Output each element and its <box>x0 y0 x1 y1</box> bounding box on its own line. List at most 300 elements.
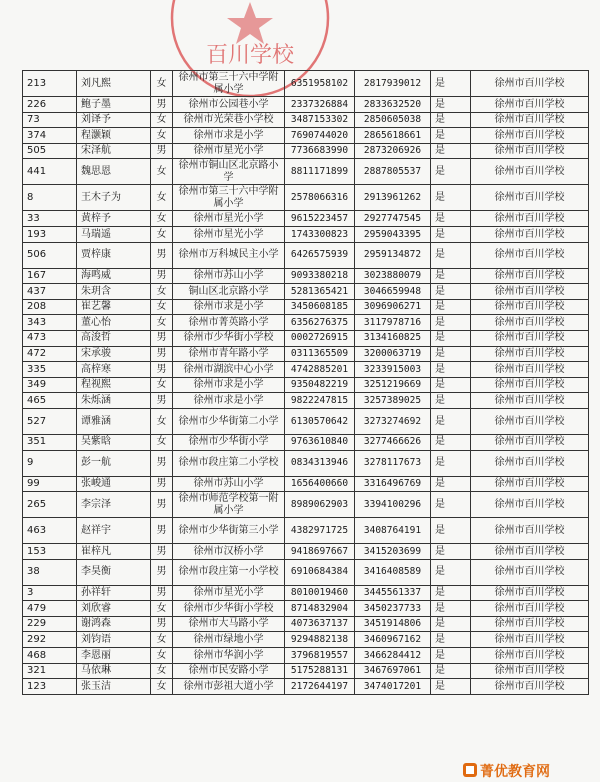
table-row <box>23 346 589 362</box>
cell-target: 徐州市百川学校 <box>471 434 589 450</box>
cell-school: 徐州市星光小学 <box>173 585 285 601</box>
cell-code1: 3450608185 <box>285 299 355 315</box>
cell-id: 335 <box>23 362 77 378</box>
cell-school: 徐州市湖滨中心小学 <box>173 362 285 378</box>
cell-name: 马瑞遥 <box>77 226 151 242</box>
cell-name: 张玉洁 <box>77 679 151 695</box>
cell-id: 167 <box>23 268 77 284</box>
cell-target: 徐州市百川学校 <box>471 601 589 617</box>
cell-code2: 2833632520 <box>355 97 431 113</box>
cell-flag: 是 <box>431 159 471 185</box>
cell-flag: 是 <box>431 434 471 450</box>
table-row <box>23 330 589 346</box>
cell-code2: 3251219669 <box>355 377 431 393</box>
cell-id: 463 <box>23 518 77 544</box>
cell-code1: 4073637137 <box>285 616 355 632</box>
table-row <box>23 299 589 315</box>
cell-code2: 2959043395 <box>355 226 431 242</box>
cell-flag: 是 <box>431 632 471 648</box>
table-row <box>23 362 589 378</box>
cell-code2: 3316496769 <box>355 476 431 492</box>
cell-code1: 6910684384 <box>285 559 355 585</box>
cell-target: 徐州市百川学校 <box>471 330 589 346</box>
cell-code1: 6356276375 <box>285 315 355 331</box>
table-row <box>23 226 589 242</box>
cell-gender: 男 <box>151 143 173 159</box>
cell-flag: 是 <box>431 346 471 362</box>
cell-school: 徐州市大马路小学 <box>173 616 285 632</box>
table-row <box>23 268 589 284</box>
cell-code1: 2337326884 <box>285 97 355 113</box>
cell-code2: 2887805537 <box>355 159 431 185</box>
cell-code2: 3233915003 <box>355 362 431 378</box>
table-row <box>23 679 589 695</box>
cell-gender: 男 <box>151 518 173 544</box>
cell-id: 465 <box>23 393 77 409</box>
cell-target: 徐州市百川学校 <box>471 97 589 113</box>
cell-target: 徐州市百川学校 <box>471 211 589 227</box>
cell-gender: 男 <box>151 362 173 378</box>
cell-code2: 2927747545 <box>355 211 431 227</box>
cell-school: 徐州市星光小学 <box>173 211 285 227</box>
cell-school: 徐州市求是小学 <box>173 377 285 393</box>
cell-code1: 8811171899 <box>285 159 355 185</box>
cell-target: 徐州市百川学校 <box>471 559 589 585</box>
cell-name: 彭一航 <box>77 450 151 476</box>
table-row <box>23 408 589 434</box>
cell-gender: 男 <box>151 330 173 346</box>
cell-code1: 5281365421 <box>285 284 355 300</box>
cell-id: 208 <box>23 299 77 315</box>
cell-gender: 女 <box>151 284 173 300</box>
cell-code2: 3460967162 <box>355 632 431 648</box>
cell-gender: 男 <box>151 450 173 476</box>
cell-school: 徐州市星光小学 <box>173 143 285 159</box>
cell-flag: 是 <box>431 226 471 242</box>
cell-flag: 是 <box>431 330 471 346</box>
cell-target: 徐州市百川学校 <box>471 268 589 284</box>
cell-flag: 是 <box>431 648 471 664</box>
cell-code2: 3096906271 <box>355 299 431 315</box>
cell-id: 468 <box>23 648 77 664</box>
cell-code1: 1743300823 <box>285 226 355 242</box>
cell-school: 徐州市铜山区北京路小学 <box>173 159 285 185</box>
cell-id: 153 <box>23 544 77 560</box>
cell-code2: 2850605038 <box>355 112 431 128</box>
cell-name: 魏思恩 <box>77 159 151 185</box>
cell-name: 董心怡 <box>77 315 151 331</box>
cell-school: 徐州市万科城民主小学 <box>173 242 285 268</box>
cell-flag: 是 <box>431 544 471 560</box>
cell-id: 99 <box>23 476 77 492</box>
cell-name: 刘译予 <box>77 112 151 128</box>
cell-code2: 3200063719 <box>355 346 431 362</box>
cell-name: 宋泽航 <box>77 143 151 159</box>
cell-code1: 0311365509 <box>285 346 355 362</box>
cell-target: 徐州市百川学校 <box>471 518 589 544</box>
cell-id: 343 <box>23 315 77 331</box>
cell-code2: 3117978716 <box>355 315 431 331</box>
cell-school: 徐州市华润小学 <box>173 648 285 664</box>
cell-code2: 2817939012 <box>355 71 431 97</box>
cell-target: 徐州市百川学校 <box>471 616 589 632</box>
cell-code1: 3487153302 <box>285 112 355 128</box>
cell-flag: 是 <box>431 128 471 144</box>
cell-gender: 女 <box>151 601 173 617</box>
cell-target: 徐州市百川学校 <box>471 450 589 476</box>
logo-icon <box>462 762 478 778</box>
cell-flag: 是 <box>431 616 471 632</box>
cell-school: 徐州市段庄第一小学校 <box>173 559 285 585</box>
cell-code2: 3408764191 <box>355 518 431 544</box>
cell-id: 38 <box>23 559 77 585</box>
cell-name: 刘欣睿 <box>77 601 151 617</box>
cell-target: 徐州市百川学校 <box>471 346 589 362</box>
cell-school: 徐州市第三十六中学附属小学 <box>173 185 285 211</box>
table-row <box>23 393 589 409</box>
cell-code2: 3445561337 <box>355 585 431 601</box>
cell-code2: 3466284412 <box>355 648 431 664</box>
cell-code2: 3394100296 <box>355 492 431 518</box>
cell-gender: 女 <box>151 663 173 679</box>
cell-id: 321 <box>23 663 77 679</box>
cell-gender: 男 <box>151 492 173 518</box>
cell-name: 高梓寒 <box>77 362 151 378</box>
table-row <box>23 616 589 632</box>
table-row <box>23 559 589 585</box>
cell-id: 351 <box>23 434 77 450</box>
cell-name: 海鸣威 <box>77 268 151 284</box>
table-row <box>23 143 589 159</box>
cell-gender: 女 <box>151 112 173 128</box>
cell-code2: 3415203699 <box>355 544 431 560</box>
cell-school: 徐州市第三十六中学附属小学 <box>173 71 285 97</box>
cell-flag: 是 <box>431 185 471 211</box>
cell-name: 程视熙 <box>77 377 151 393</box>
table-row <box>23 112 589 128</box>
cell-name: 吴紫晗 <box>77 434 151 450</box>
cell-code2: 2913961262 <box>355 185 431 211</box>
cell-gender: 女 <box>151 377 173 393</box>
cell-target: 徐州市百川学校 <box>471 492 589 518</box>
cell-code2: 2865618661 <box>355 128 431 144</box>
cell-id: 33 <box>23 211 77 227</box>
table-row <box>23 71 589 97</box>
cell-school: 徐州市光荣巷小学校 <box>173 112 285 128</box>
cell-code1: 6130570642 <box>285 408 355 434</box>
cell-id: 292 <box>23 632 77 648</box>
cell-gender: 男 <box>151 616 173 632</box>
cell-code2: 3474017201 <box>355 679 431 695</box>
cell-flag: 是 <box>431 362 471 378</box>
table-row <box>23 97 589 113</box>
table-row <box>23 159 589 185</box>
cell-code1: 4742885201 <box>285 362 355 378</box>
cell-code1: 9294882138 <box>285 632 355 648</box>
cell-target: 徐州市百川学校 <box>471 544 589 560</box>
cell-flag: 是 <box>431 679 471 695</box>
cell-id: 505 <box>23 143 77 159</box>
cell-target: 徐州市百川学校 <box>471 362 589 378</box>
cell-flag: 是 <box>431 211 471 227</box>
cell-school: 徐州市段庄第二小学校 <box>173 450 285 476</box>
cell-target: 徐州市百川学校 <box>471 585 589 601</box>
cell-id: 479 <box>23 601 77 617</box>
cell-school: 徐州市少华街小学 <box>173 434 285 450</box>
cell-flag: 是 <box>431 315 471 331</box>
cell-flag: 是 <box>431 377 471 393</box>
table-row <box>23 434 589 450</box>
cell-school: 徐州市苏山小学 <box>173 268 285 284</box>
cell-name: 李昊衡 <box>77 559 151 585</box>
cell-gender: 男 <box>151 476 173 492</box>
cell-school: 徐州市民安路小学 <box>173 663 285 679</box>
table-row <box>23 284 589 300</box>
cell-name: 黄梓予 <box>77 211 151 227</box>
cell-code2: 3450237733 <box>355 601 431 617</box>
cell-gender: 女 <box>151 315 173 331</box>
table-body <box>23 71 589 695</box>
table-row <box>23 315 589 331</box>
cell-code2: 3273274692 <box>355 408 431 434</box>
cell-flag: 是 <box>431 268 471 284</box>
cell-name: 朱烁涵 <box>77 393 151 409</box>
cell-flag: 是 <box>431 112 471 128</box>
cell-name: 宋承骏 <box>77 346 151 362</box>
cell-code2: 3467697061 <box>355 663 431 679</box>
cell-target: 徐州市百川学校 <box>471 663 589 679</box>
cell-flag: 是 <box>431 242 471 268</box>
cell-target: 徐州市百川学校 <box>471 185 589 211</box>
cell-school: 徐州市求是小学 <box>173 393 285 409</box>
cell-id: 441 <box>23 159 77 185</box>
cell-flag: 是 <box>431 299 471 315</box>
cell-code1: 8989062903 <box>285 492 355 518</box>
cell-target: 徐州市百川学校 <box>471 377 589 393</box>
cell-code2: 3257389025 <box>355 393 431 409</box>
table-row <box>23 601 589 617</box>
cell-name: 王木子为 <box>77 185 151 211</box>
cell-id: 473 <box>23 330 77 346</box>
table-row <box>23 544 589 560</box>
cell-school: 徐州市少华街小学校 <box>173 330 285 346</box>
cell-gender: 女 <box>151 128 173 144</box>
cell-gender: 女 <box>151 434 173 450</box>
cell-id: 73 <box>23 112 77 128</box>
table-row <box>23 663 589 679</box>
cell-id: 265 <box>23 492 77 518</box>
cell-gender: 男 <box>151 346 173 362</box>
cell-school: 徐州市求是小学 <box>173 299 285 315</box>
cell-code1: 9418697667 <box>285 544 355 560</box>
cell-flag: 是 <box>431 518 471 544</box>
cell-code2: 3451914806 <box>355 616 431 632</box>
svg-text:百川学校: 百川学校 <box>205 43 295 68</box>
cell-code1: 9350482219 <box>285 377 355 393</box>
cell-gender: 男 <box>151 393 173 409</box>
cell-target: 徐州市百川学校 <box>471 159 589 185</box>
table-row <box>23 128 589 144</box>
cell-school: 徐州市求是小学 <box>173 128 285 144</box>
cell-school: 徐州市菁英路小学 <box>173 315 285 331</box>
cell-flag: 是 <box>431 585 471 601</box>
cell-target: 徐州市百川学校 <box>471 226 589 242</box>
table-row <box>23 242 589 268</box>
cell-school: 徐州市青年路小学 <box>173 346 285 362</box>
cell-id: 3 <box>23 585 77 601</box>
cell-school: 徐州市绿地小学 <box>173 632 285 648</box>
cell-id: 123 <box>23 679 77 695</box>
cell-name: 孙祥轩 <box>77 585 151 601</box>
cell-flag: 是 <box>431 476 471 492</box>
cell-name: 程灏颖 <box>77 128 151 144</box>
cell-target: 徐州市百川学校 <box>471 242 589 268</box>
cell-flag: 是 <box>431 408 471 434</box>
cell-code1: 4382971725 <box>285 518 355 544</box>
cell-code1: 9615223457 <box>285 211 355 227</box>
cell-id: 193 <box>23 226 77 242</box>
cell-code1: 9822247815 <box>285 393 355 409</box>
cell-school: 徐州市少华街小学校 <box>173 601 285 617</box>
cell-gender: 男 <box>151 97 173 113</box>
cell-code2: 3046659948 <box>355 284 431 300</box>
cell-name: 谭雅涵 <box>77 408 151 434</box>
cell-target: 徐州市百川学校 <box>471 476 589 492</box>
cell-code2: 3278117673 <box>355 450 431 476</box>
cell-flag: 是 <box>431 143 471 159</box>
cell-target: 徐州市百川学校 <box>471 128 589 144</box>
cell-flag: 是 <box>431 492 471 518</box>
cell-code1: 6426575939 <box>285 242 355 268</box>
cell-gender: 女 <box>151 185 173 211</box>
cell-id: 437 <box>23 284 77 300</box>
cell-flag: 是 <box>431 450 471 476</box>
cell-flag: 是 <box>431 97 471 113</box>
cell-target: 徐州市百川学校 <box>471 648 589 664</box>
cell-code1: 8714832904 <box>285 601 355 617</box>
cell-id: 506 <box>23 242 77 268</box>
table-row <box>23 211 589 227</box>
table-row <box>23 476 589 492</box>
cell-code2: 3023880079 <box>355 268 431 284</box>
cell-school: 徐州市苏山小学 <box>173 476 285 492</box>
table-row <box>23 632 589 648</box>
cell-gender: 女 <box>151 632 173 648</box>
cell-target: 徐州市百川学校 <box>471 408 589 434</box>
cell-code1: 3796819557 <box>285 648 355 664</box>
cell-code1: 8010019460 <box>285 585 355 601</box>
cell-flag: 是 <box>431 393 471 409</box>
cell-id: 213 <box>23 71 77 97</box>
cell-code1: 9763610840 <box>285 434 355 450</box>
cell-target: 徐州市百川学校 <box>471 679 589 695</box>
table-row <box>23 377 589 393</box>
logo-text: 菁优教育网 <box>480 764 550 780</box>
cell-name: 高浚哲 <box>77 330 151 346</box>
table-row <box>23 648 589 664</box>
cell-school: 徐州市汉桥小学 <box>173 544 285 560</box>
cell-code2: 3416408589 <box>355 559 431 585</box>
cell-id: 226 <box>23 97 77 113</box>
cell-school: 铜山区北京路小学 <box>173 284 285 300</box>
cell-code1: 7690744020 <box>285 128 355 144</box>
cell-gender: 女 <box>151 211 173 227</box>
table-row <box>23 518 589 544</box>
cell-flag: 是 <box>431 601 471 617</box>
cell-code1: 5175288131 <box>285 663 355 679</box>
cell-gender: 女 <box>151 408 173 434</box>
cell-code1: 7736683990 <box>285 143 355 159</box>
cell-school: 徐州市公园巷小学 <box>173 97 285 113</box>
cell-id: 374 <box>23 128 77 144</box>
cell-code1: 9093380218 <box>285 268 355 284</box>
cell-name: 马依琳 <box>77 663 151 679</box>
cell-gender: 女 <box>151 648 173 664</box>
cell-id: 8 <box>23 185 77 211</box>
cell-flag: 是 <box>431 71 471 97</box>
cell-name: 崔艺馨 <box>77 299 151 315</box>
cell-name: 刘钧语 <box>77 632 151 648</box>
cell-code2: 3134160825 <box>355 330 431 346</box>
cell-code2: 2959134872 <box>355 242 431 268</box>
cell-target: 徐州市百川学校 <box>471 299 589 315</box>
cell-school: 徐州市师范学校第一附属小学 <box>173 492 285 518</box>
cell-id: 472 <box>23 346 77 362</box>
cell-target: 徐州市百川学校 <box>471 143 589 159</box>
cell-gender: 男 <box>151 242 173 268</box>
cell-id: 229 <box>23 616 77 632</box>
cell-gender: 男 <box>151 585 173 601</box>
table-row <box>23 185 589 211</box>
cell-code1: 6351958102 <box>285 71 355 97</box>
cell-code2: 3277466626 <box>355 434 431 450</box>
cell-name: 鲍子墨 <box>77 97 151 113</box>
cell-flag: 是 <box>431 284 471 300</box>
cell-gender: 男 <box>151 544 173 560</box>
cell-gender: 男 <box>151 268 173 284</box>
cell-target: 徐州市百川学校 <box>471 71 589 97</box>
cell-flag: 是 <box>431 559 471 585</box>
cell-target: 徐州市百川学校 <box>471 112 589 128</box>
cell-gender: 女 <box>151 226 173 242</box>
cell-name: 李恩丽 <box>77 648 151 664</box>
cell-id: 527 <box>23 408 77 434</box>
cell-school: 徐州市彭祖大道小学 <box>173 679 285 695</box>
cell-name: 崔梓凡 <box>77 544 151 560</box>
cell-code1: 0834313946 <box>285 450 355 476</box>
cell-gender: 女 <box>151 679 173 695</box>
cell-gender: 女 <box>151 299 173 315</box>
cell-code1: 0002726915 <box>285 330 355 346</box>
cell-code1: 2172644197 <box>285 679 355 695</box>
cell-target: 徐州市百川学校 <box>471 315 589 331</box>
table-row <box>23 492 589 518</box>
cell-name: 谢鸿森 <box>77 616 151 632</box>
cell-code1: 1656400660 <box>285 476 355 492</box>
student-table <box>22 70 589 695</box>
cell-gender: 男 <box>151 559 173 585</box>
cell-id: 9 <box>23 450 77 476</box>
cell-gender: 女 <box>151 71 173 97</box>
cell-name: 刘凡熙 <box>77 71 151 97</box>
cell-id: 349 <box>23 377 77 393</box>
cell-code2: 2873206926 <box>355 143 431 159</box>
cell-target: 徐州市百川学校 <box>471 393 589 409</box>
cell-school: 徐州市少华街第三小学 <box>173 518 285 544</box>
cell-name: 李宗泽 <box>77 492 151 518</box>
cell-name: 赵祥宇 <box>77 518 151 544</box>
cell-school: 徐州市星光小学 <box>173 226 285 242</box>
